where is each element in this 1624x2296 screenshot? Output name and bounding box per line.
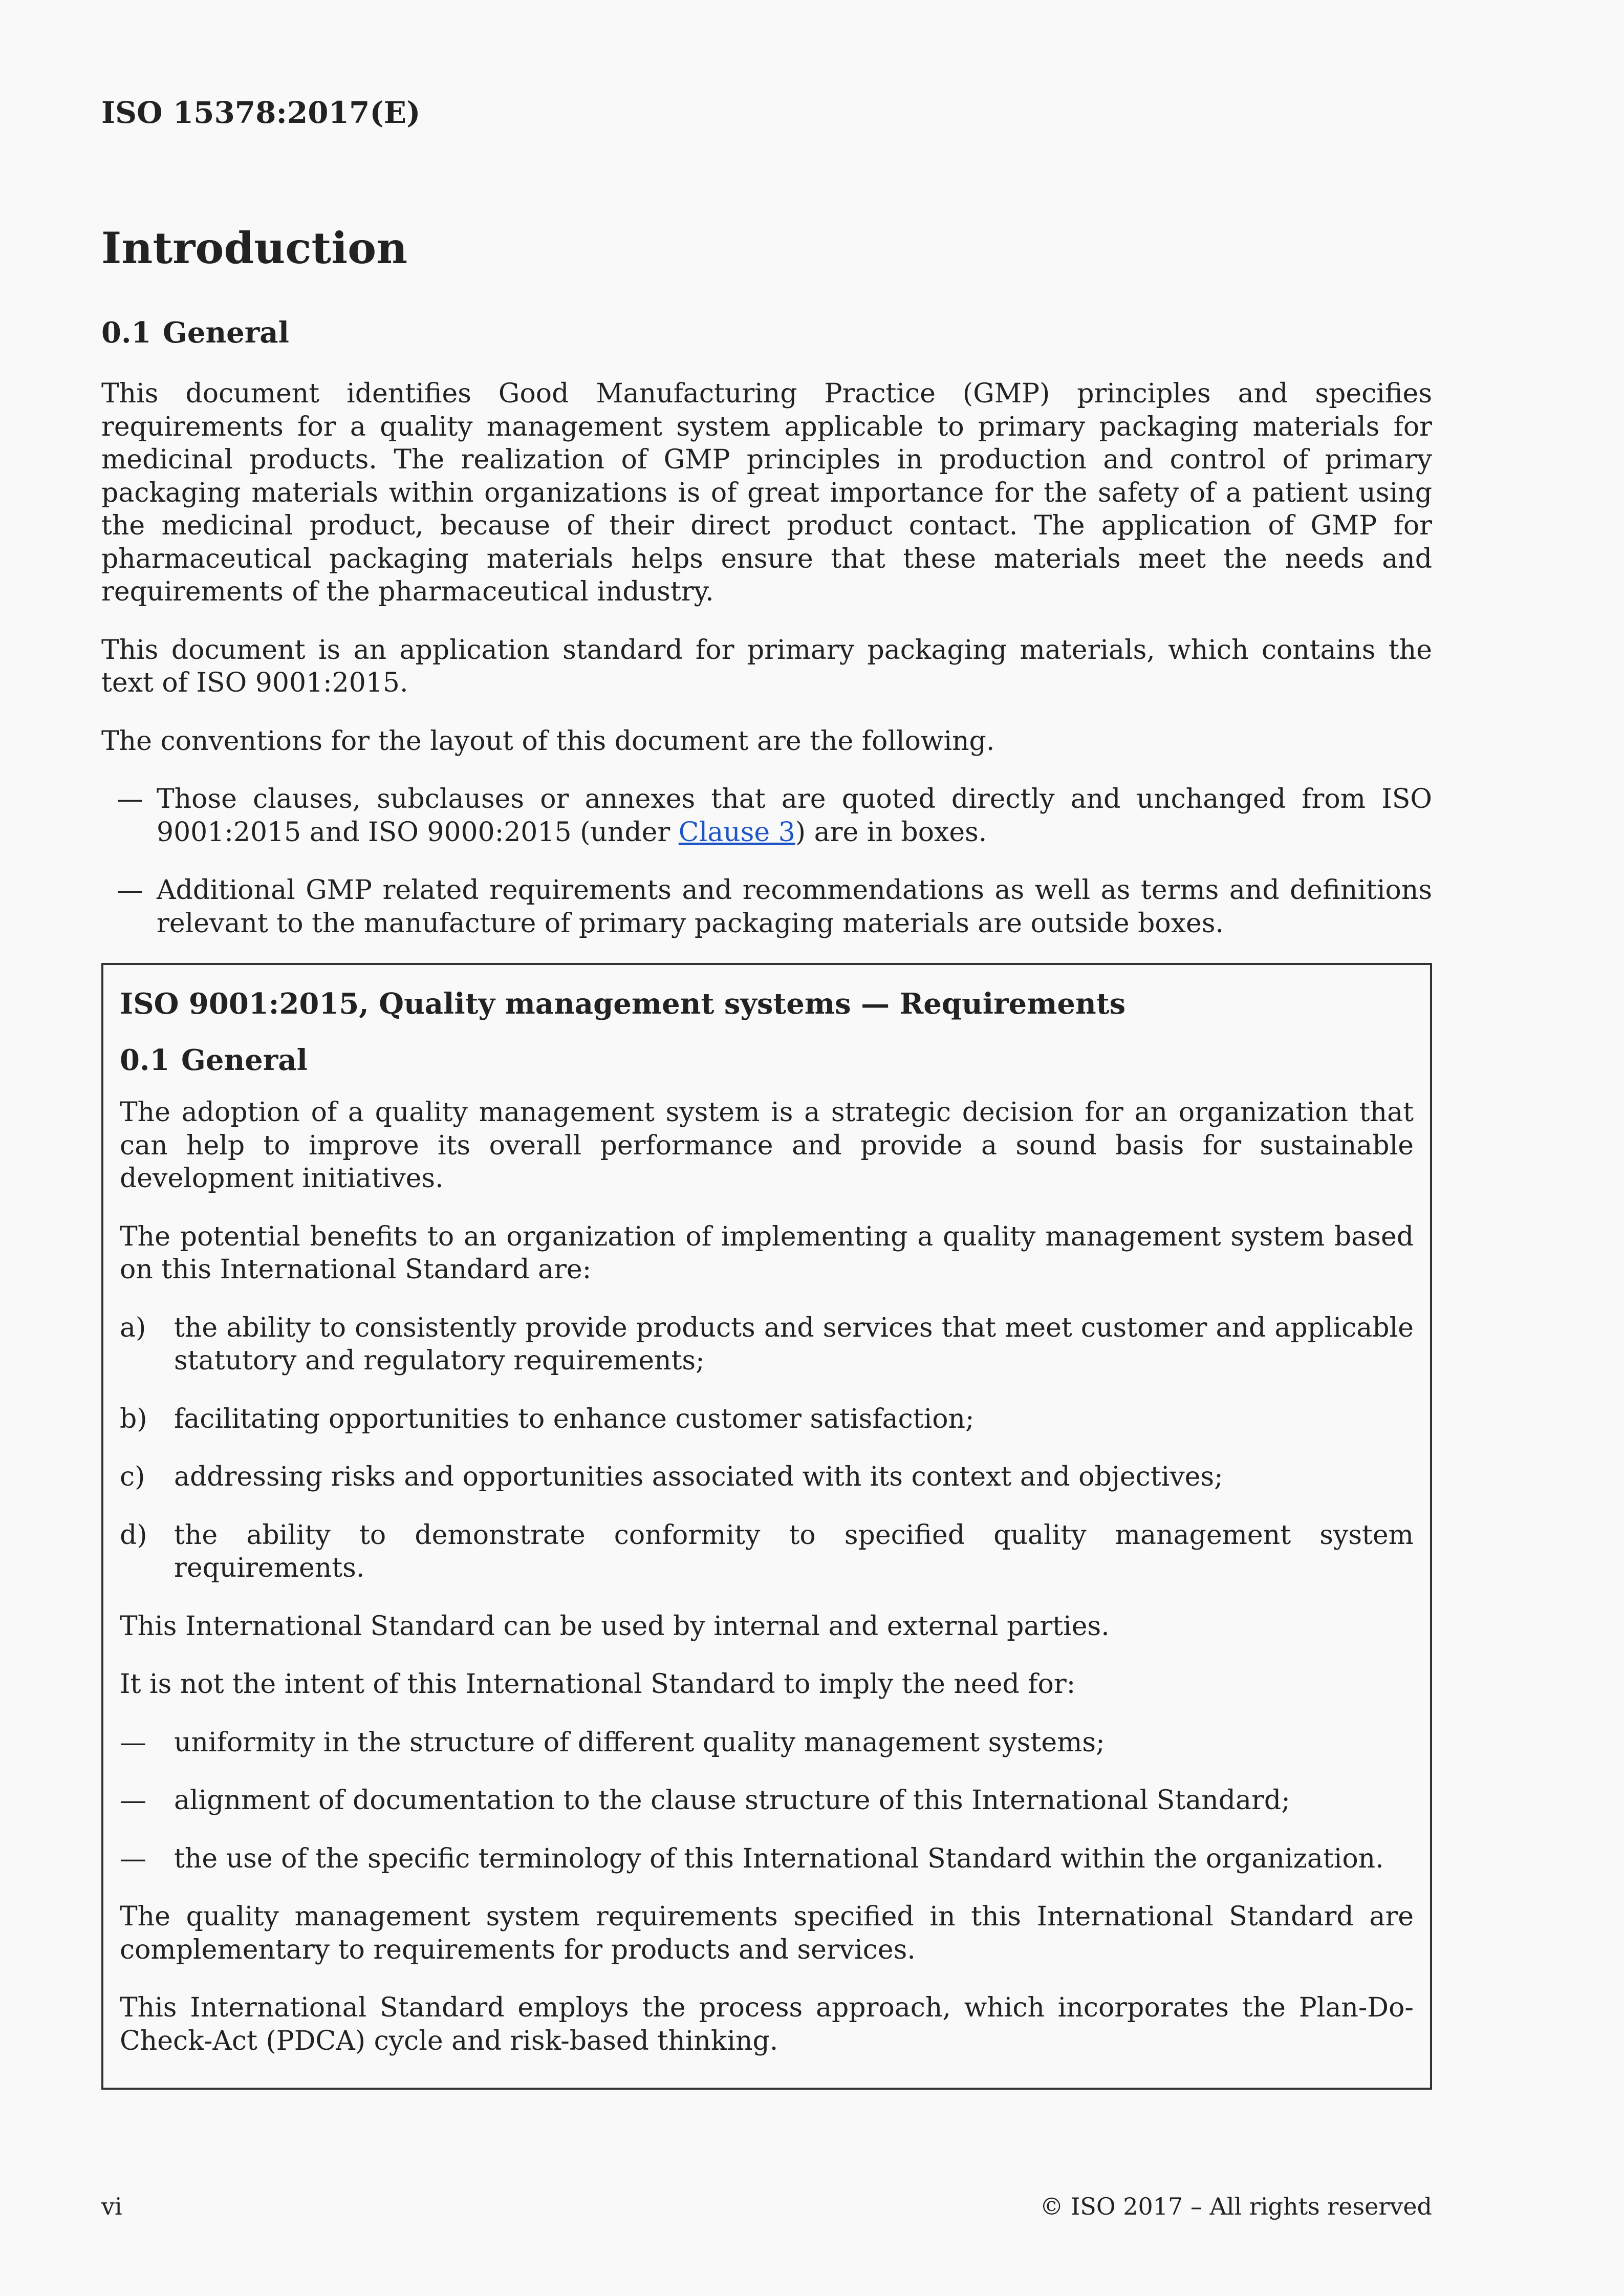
box-section-heading	[120, 1040, 1414, 1081]
intro-paragraph-1: This document identifies Good Manufacturing Practice (GMP) principles and specifies requirements for a quality management system applicable to primary packaging materials for medicinal products. The realization of GMP principles in production and control of primary packaging materials within organizations is of great importance for the safety of a patient using the medicinal product, because of their direct product contact. The application of GMP for pharmaceutical packaging materials helps ensure that these materials meet the needs and requirements of the pharmaceutical industry.	[101, 378, 1432, 607]
box-paragraph-2: The potential benefits to an organization of implementing a quality management system based on this International Standard are:	[120, 1221, 1414, 1285]
dash-marker: —	[117, 875, 143, 906]
list-item	[120, 1461, 1414, 1494]
list-item	[120, 1726, 1414, 1759]
section-number: 0.1	[101, 316, 151, 350]
box-title: ISO 9001:2015, Quality management systems — Requirements	[120, 987, 1126, 1021]
page-number: vi	[101, 2193, 122, 2220]
copyright-notice: © ISO 2017 – All rights reserved	[1040, 2193, 1432, 2220]
intro-paragraph-3: The conventions for the layout of this document are the following.	[101, 725, 995, 757]
benefits-list	[120, 1312, 1414, 1585]
list-item	[120, 1312, 1414, 1378]
conventions-list	[101, 783, 1432, 940]
section-heading	[101, 312, 1432, 353]
list-item-text: Additional GMP related requirements and recommendations as well as terms and definitions relevant to the manufacture of primary packaging materials are outside boxes.	[157, 875, 1432, 939]
dash-marker: —	[120, 1785, 146, 1816]
box-paragraph-5: The quality management system requirements specified in this International Standard are complementary to requirements for products and services.	[120, 1901, 1414, 1965]
intro-paragraph-2: This document is an application standard for primary packaging materials, which contains the text of ISO 9001:2015.	[101, 634, 1432, 698]
list-marker: a)	[120, 1312, 146, 1343]
list-item-text: uniformity in the structure of different quality management systems;	[174, 1727, 1105, 1758]
section-number: 0.1	[120, 1043, 170, 1077]
list-item	[120, 1842, 1414, 1876]
list-item-text: ) are in boxes.	[795, 817, 987, 848]
list-item-text: facilitating opportunities to enhance customer satisfaction;	[174, 1403, 975, 1434]
section-title: General	[181, 1043, 308, 1077]
box-paragraph-1: The adoption of a quality management system is a strategic decision for an organization that can help to improve its overall performance and provide a sound basis for sustainable development initiatives.	[120, 1097, 1414, 1194]
list-item	[101, 783, 1432, 849]
list-item-text: alignment of documentation to the clause structure of this International Standard;	[174, 1785, 1290, 1816]
clause-3-link[interactable]: Clause 3	[678, 817, 795, 848]
list-item	[120, 1519, 1414, 1585]
page-content	[101, 220, 1432, 2090]
box-paragraph-4: It is not the intent of this International Standard to imply the need for:	[120, 1669, 1076, 1700]
list-item-text: the use of the specific terminology of this International Standard within the organization.	[174, 1843, 1384, 1874]
list-marker: d)	[120, 1519, 147, 1551]
not-intended-list	[120, 1726, 1414, 1876]
list-item-text: Those clauses, subclauses or annexes that are quoted directly and unchanged from ISO 9001:2015 and ISO 9000:2015 (under	[157, 784, 1432, 848]
list-marker: c)	[120, 1462, 145, 1492]
box-paragraph-6: This International Standard employs the process approach, which incorporates the Plan-Do-Check-Act (PDCA) cycle and risk-based thinking.	[120, 1992, 1414, 2056]
list-item	[120, 1784, 1414, 1817]
dash-marker: —	[120, 1843, 146, 1874]
list-item-text: the ability to consistently provide products and services that meet customer and applicable statutory and regulatory requirements;	[174, 1312, 1414, 1376]
dash-marker: —	[120, 1727, 146, 1758]
iso-9001-quote-box	[101, 963, 1432, 2090]
box-paragraph-3: This International Standard can be used by internal and external parties.	[120, 1611, 1110, 1642]
page-title: Introduction	[101, 223, 408, 273]
list-item	[101, 874, 1432, 940]
list-item-text: addressing risks and opportunities associated with its context and objectives;	[174, 1462, 1223, 1492]
list-item	[120, 1403, 1414, 1436]
list-marker: b)	[120, 1403, 147, 1434]
list-item-text: the ability to demonstrate conformity to specified quality management system requirements.	[174, 1519, 1414, 1583]
document-id: ISO 15378:2017(E)	[101, 95, 421, 130]
dash-marker: —	[117, 784, 143, 814]
section-title: General	[163, 316, 289, 350]
